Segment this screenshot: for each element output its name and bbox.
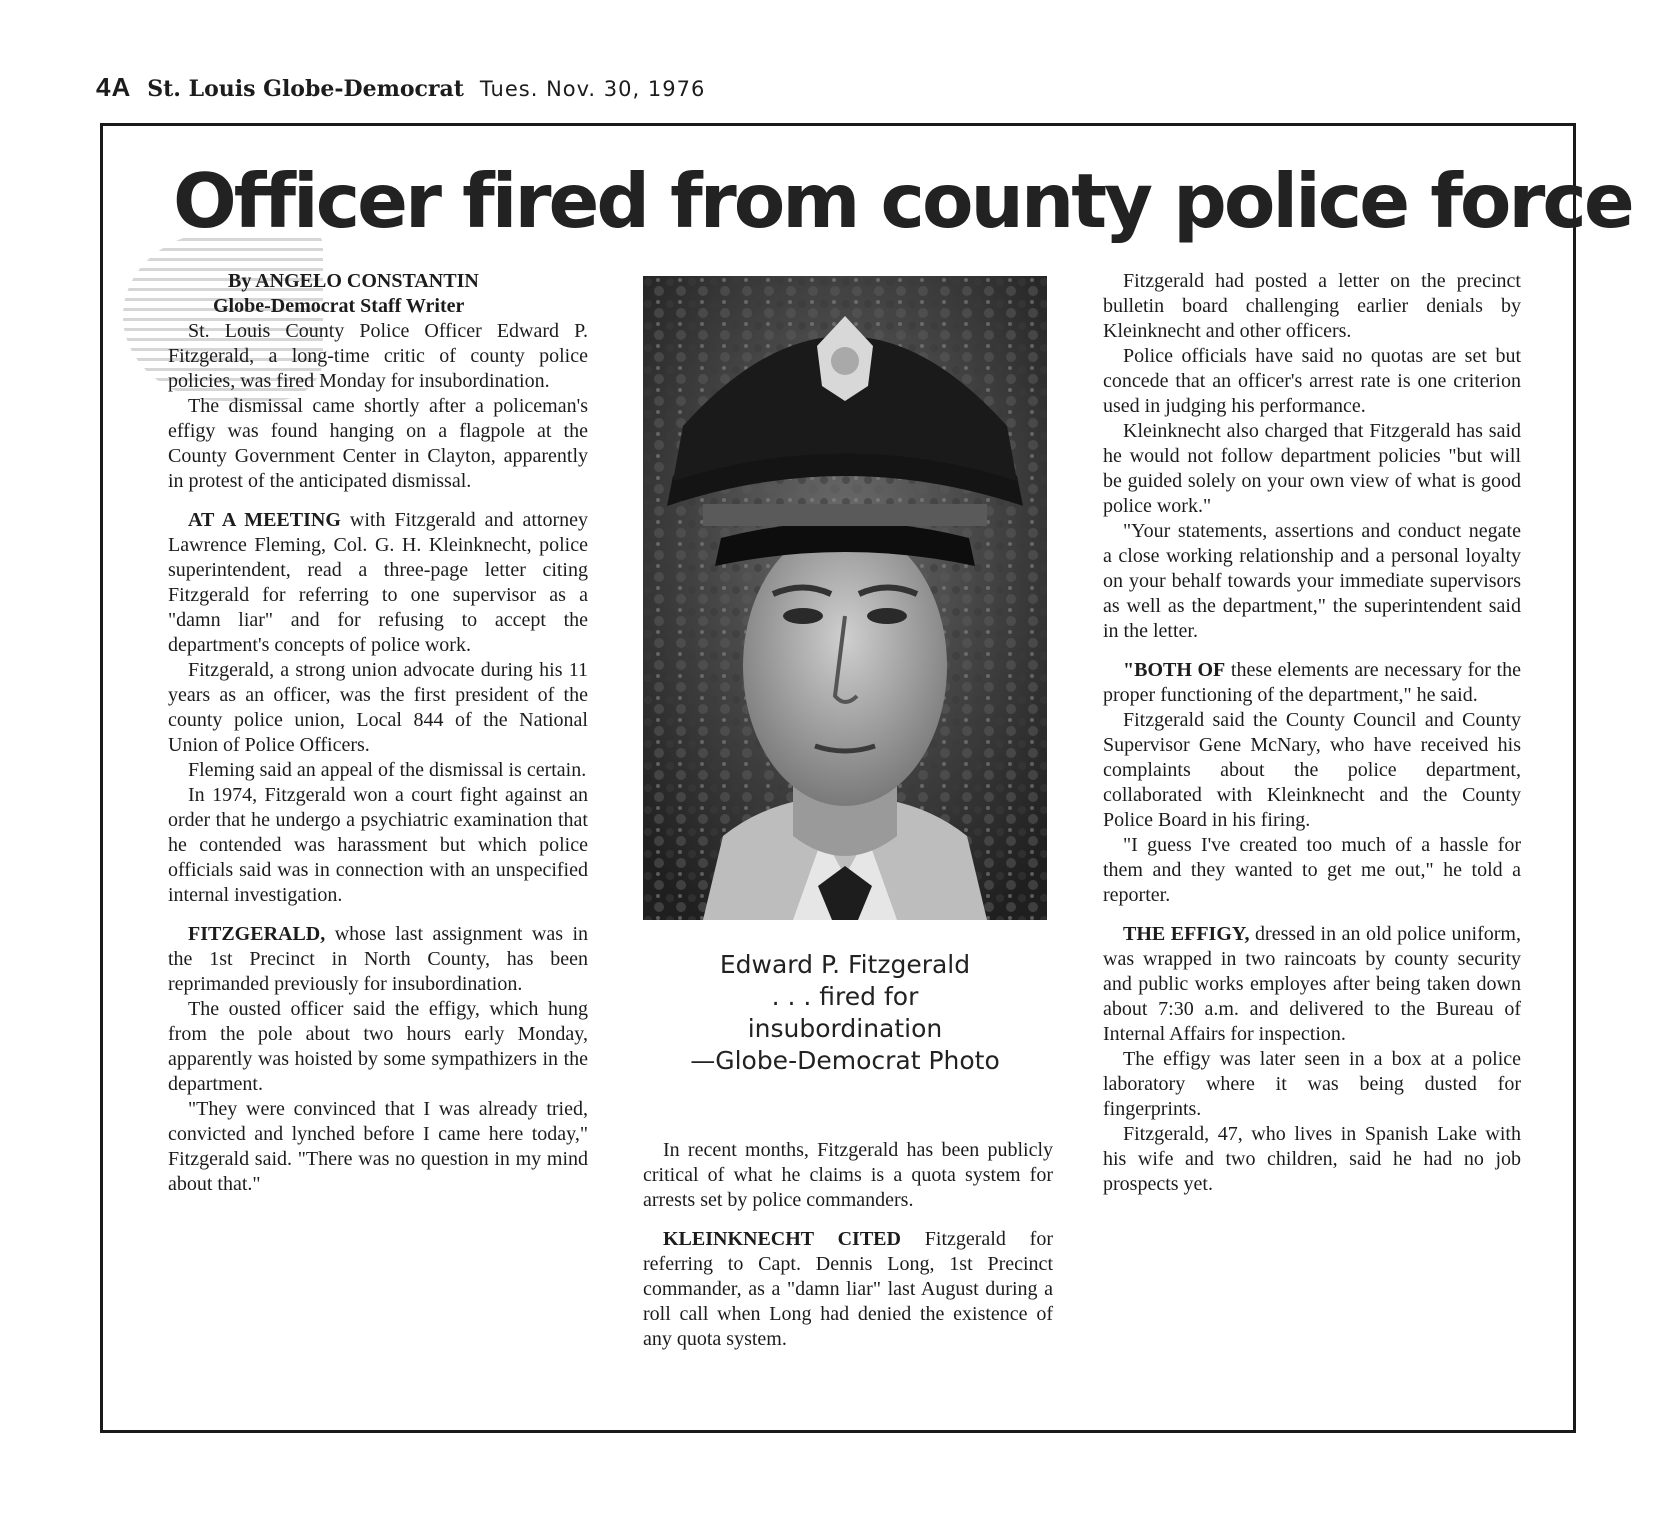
publication-date: Tues. Nov. 30, 1976	[479, 77, 706, 101]
article-paragraph	[168, 758, 588, 783]
article-paragraph	[1103, 519, 1521, 644]
caption-line: insubordination	[747, 1014, 943, 1043]
paragraph-text: Fitzgerald, 47, who lives in Spanish Lake with his wife and two children, said he had no job prospects yet.	[1103, 1123, 1521, 1195]
column-1-paragraphs	[168, 319, 588, 1197]
paragraph-text: "Your statements, assertions and conduct negate a close working relationship and a personal loyalty on your behalf towards your immediate supervisors as well as the department," the superintendent said in the letter.	[1103, 520, 1521, 642]
caption-line: . . . fired for	[771, 982, 919, 1011]
article-paragraph	[1103, 344, 1521, 419]
paragraph-text: Fitzgerald, a strong union advocate during his 11 years as an officer, was the first president of the county police union, Local 844 of the National Union of Police Officers.	[168, 659, 588, 756]
article-paragraph	[168, 783, 588, 908]
paragraph-text: The ousted officer said the effigy, which hung from the pole about two hours early Monday, apparently was hoisted by some sympathizers in the department.	[168, 998, 588, 1095]
column-1	[168, 269, 588, 1197]
byline: By ANGELO CONSTANTIN	[228, 270, 479, 292]
article-paragraph	[168, 997, 588, 1097]
officer-portrait-image	[643, 276, 1047, 920]
paragraph-text: with Fitzgerald and attorney Lawrence Fleming, Col. G. H. Kleinknecht, police superintendent, read a three-page letter citing Fitzgerald for referring to one supervisor as a "damn liar" and for refusing to accept the department's concepts of police work.	[168, 509, 588, 656]
column-3-paragraphs	[1103, 269, 1521, 1197]
byline-title: Globe-Democrat Staff Writer	[213, 295, 465, 317]
article-paragraph	[1103, 269, 1521, 344]
article-paragraph	[168, 508, 588, 658]
paragraph-text: Fleming said an appeal of the dismissal is certain.	[188, 759, 587, 781]
headline: Officer fired from county police force	[173, 157, 1632, 245]
paragraph-lead-in: FITZGERALD,	[188, 923, 326, 945]
article-paragraph	[1103, 708, 1521, 833]
column-3	[1103, 269, 1521, 1197]
article-paragraph	[1103, 1047, 1521, 1122]
paragraph-text: Fitzgerald for referring to Capt. Dennis Long, 1st Precinct commander, as a "damn liar" last August during a roll call when Long had denied the existence of any quota system.	[643, 1228, 1053, 1350]
article-paragraph	[643, 1227, 1053, 1352]
paragraph-text: The effigy was later seen in a box at a police laboratory where it was being dusted for fingerprints.	[1103, 1048, 1521, 1120]
paragraph-text: whose last assignment was in the 1st Precinct in North County, has been reprimanded previously for insubordination.	[168, 923, 588, 995]
portrait-photo	[643, 276, 1047, 920]
paragraph-text: Police officials have said no quotas are set but concede that an officer's arrest rate is one criterion used in judging his performance.	[1103, 345, 1521, 417]
paragraph-lead-in: THE EFFIGY,	[1123, 923, 1250, 945]
paragraph-text: "I guess I've created too much of a hassle for them and they wanted to get me out," he told a reporter.	[1103, 834, 1521, 906]
paragraph-text: St. Louis County Police Officer Edward P. Fitzgerald, a long-time critic of county police policies, was fired Monday for insubordination.	[168, 320, 588, 392]
caption-line: Edward P. Fitzgerald	[719, 950, 971, 979]
paragraph-text: In recent months, Fitzgerald has been publicly critical of what he claims is a quota system for arrests set by police commanders.	[643, 1139, 1053, 1211]
article-paragraph	[643, 1138, 1053, 1213]
article-paragraph	[1103, 419, 1521, 519]
column-2-paragraphs	[643, 1138, 1053, 1352]
column-2	[643, 1138, 1053, 1352]
paragraph-text: In 1974, Fitzgerald won a court fight against an order that he undergo a psychiatric examination that he contended was harassment but which police officials said was in connection with an unspecified internal investigation.	[168, 784, 588, 906]
paragraph-text: "They were convinced that I was already tried, convicted and lynched before I came here today," Fitzgerald said. "There was no question in my mind about that."	[168, 1098, 588, 1195]
paragraph-lead-in: AT A MEETING	[188, 509, 341, 531]
article-paragraph	[1103, 658, 1521, 708]
article-paragraph	[1103, 922, 1521, 1047]
article-paragraph	[168, 922, 588, 997]
paragraph-text: Fitzgerald said the County Council and County Supervisor Gene McNary, who have received his complaints about the police department, collaborated with Kleinknecht and the County Police Board in his firing.	[1103, 709, 1521, 831]
photo-caption	[643, 949, 1047, 1077]
paragraph-lead-in: "BOTH OF	[1123, 659, 1226, 681]
paragraph-text: dressed in an old police uniform, was wrapped in two raincoats by county security and public works employes after being taken down about 7:30 a.m. and delivered to the Bureau of Internal Affairs for inspection.	[1103, 923, 1521, 1045]
newspaper-name: St. Louis Globe-Democrat	[147, 76, 464, 102]
paragraph-text: Kleinknecht also charged that Fitzgerald has said he would not follow department policies "but will be guided solely on your own view of what is good police work."	[1103, 420, 1521, 517]
article-paragraph	[168, 658, 588, 758]
article-paragraph	[168, 394, 588, 494]
caption-line: —Globe-Democrat Photo	[690, 1046, 1000, 1075]
article-paragraph	[168, 1097, 588, 1197]
article-paragraph	[1103, 833, 1521, 908]
article-paragraph	[1103, 1122, 1521, 1197]
masthead	[96, 72, 705, 116]
article-clipping	[100, 123, 1632, 1433]
paragraph-text: The dismissal came shortly after a policeman's effigy was found hanging on a flagpole at the County Government Center in Clayton, apparently in protest of the anticipated dismissal.	[168, 395, 588, 492]
paragraph-text: Fitzgerald had posted a letter on the precinct bulletin board challenging earlier denials by Kleinknecht and other officers.	[1103, 270, 1521, 342]
page-number: 4A	[96, 72, 132, 102]
paragraph-text: these elements are necessary for the proper functioning of the department," he said.	[1103, 659, 1521, 706]
article-paragraph	[168, 319, 588, 394]
paragraph-lead-in: KLEINKNECHT CITED	[663, 1228, 901, 1250]
